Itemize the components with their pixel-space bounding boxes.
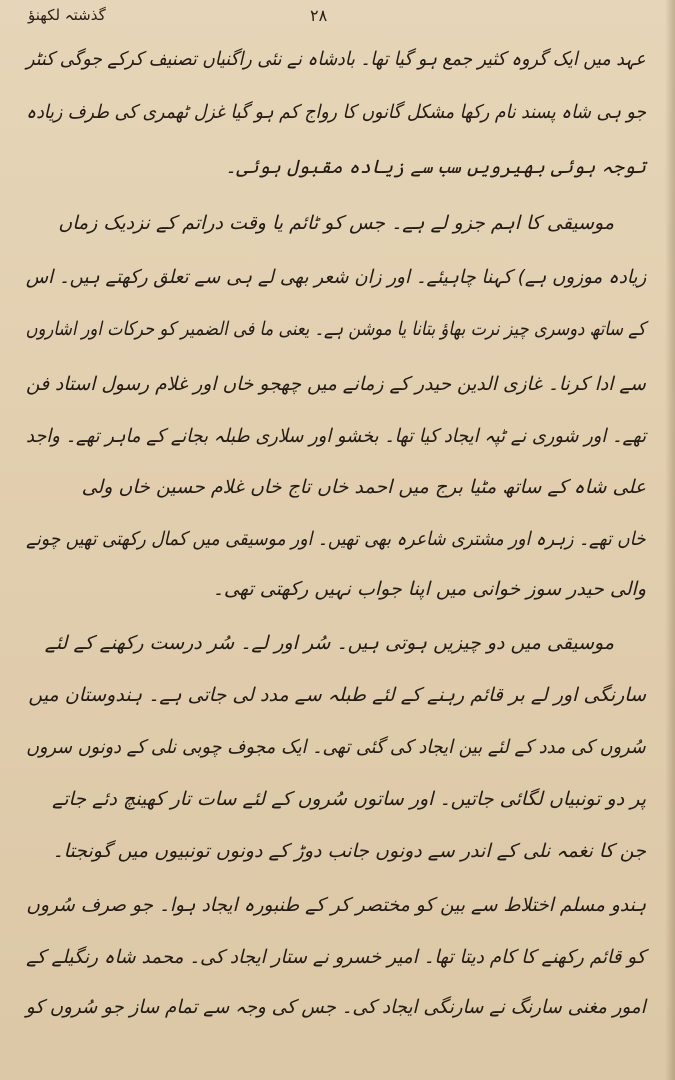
page-header bbox=[0, 6, 675, 40]
text-line: سے ادا کرنا۔ غازی الدین حیدر کے زمانے میں چھجو خاں اور غلام رسول استاد فن bbox=[26, 373, 646, 395]
page-number: ۲۸ bbox=[310, 6, 328, 25]
text-line: سارنگی اور لے بر قائم رہنے کے لئے طبلہ سے مدد لی جاتی ہے۔ ہندوستان میں bbox=[28, 684, 646, 706]
text-line: ہندو مسلم اختلاط سے بین کو مختصر کر کے طنبورہ ایجاد ہوا۔ جو صرف سُروں bbox=[26, 894, 646, 916]
text-line: کو قائم رکھنے کا کام دیتا تھا۔ امیر خسرو نے ستار ایجاد کی۔ محمد شاہ رنگیلے کے bbox=[26, 946, 646, 968]
page-edge-shadow bbox=[665, 0, 675, 1080]
text-line: امور مغنی سارنگ نے سارنگی ایجاد کی۔ جس کی وجہ سے تمام ساز جو سُروں کو bbox=[26, 996, 646, 1018]
text-line: علی شاہ کے ساتھ مٹیا برج میں احمد خاں تاج خاں غلام حسین خاں ولی bbox=[81, 476, 646, 498]
text-line: والی حیدر سوز خوانی میں اپنا جواب نہیں رکھتی تھی۔ bbox=[212, 578, 646, 600]
text-line: موسیقی کا اہم جزو لے ہے۔ جس کو ٹائم یا وقت دراتم کے نزدیک زماں bbox=[58, 212, 614, 234]
text-line: جن کا نغمہ نلی کے اندر سے دونوں جانب دوڑ کے دونوں تونبیوں میں گونجتا۔ bbox=[52, 840, 646, 862]
text-line: جو ہی شاہ پسند نام رکھا مشکل گانوں کا رواج کم ہو گیا غزل ٹھمری کی طرف زیادہ bbox=[25, 101, 646, 123]
text-line: توجہ ہوئی بھیرویں سب سے زیادہ مقبول ہوئی۔ bbox=[225, 156, 646, 178]
text-line: تھے۔ اور شوری نے ٹپہ ایجاد کیا تھا۔ بخشو اور سلاری طبلہ بجانے کے ماہر تھے۔ واجد bbox=[25, 425, 646, 447]
running-title: گذشتہ لکھنؤ bbox=[28, 6, 106, 24]
text-line: پر دو تونبیاں لگائی جاتیں۔ اور ساتوں سُروں کے لئے سات تار کھینچ دئے جاتے bbox=[52, 788, 646, 810]
text-line: کے ساتھ دوسری چیز نرت بھاؤ بتانا یا موشن ہے۔ یعنی ما فی الضمیر کو حرکات اور اشاروں bbox=[26, 318, 646, 340]
body-text bbox=[26, 42, 646, 1052]
text-line: خاں تھے۔ زہرہ اور مشتری شاعرہ بھی تھیں۔ اور موسیقی میں کمال رکھتی تھیں چونے bbox=[26, 528, 646, 550]
text-line: زیادہ موزوں ہے) کہنا چاہیئے۔ اور زان شعر بھی لے ہی سے تعلق رکھتے ہیں۔ اس bbox=[25, 266, 646, 288]
text-line: عہد میں ایک گروہ کثیر جمع ہو گیا تھا۔ بادشاہ نے نئی راگنیاں تصنیف کرکے جوگی کنٹر bbox=[26, 48, 646, 70]
text-line: موسیقی میں دو چیزیں ہوتی ہیں۔ سُر اور لے۔ سُر درست رکھنے کے لئے bbox=[44, 632, 614, 654]
text-line: سُروں کی مدد کے لئے بین ایجاد کی گئی تھی۔ ایک مجوف چوبی نلی کے دونوں سروں bbox=[26, 736, 646, 758]
